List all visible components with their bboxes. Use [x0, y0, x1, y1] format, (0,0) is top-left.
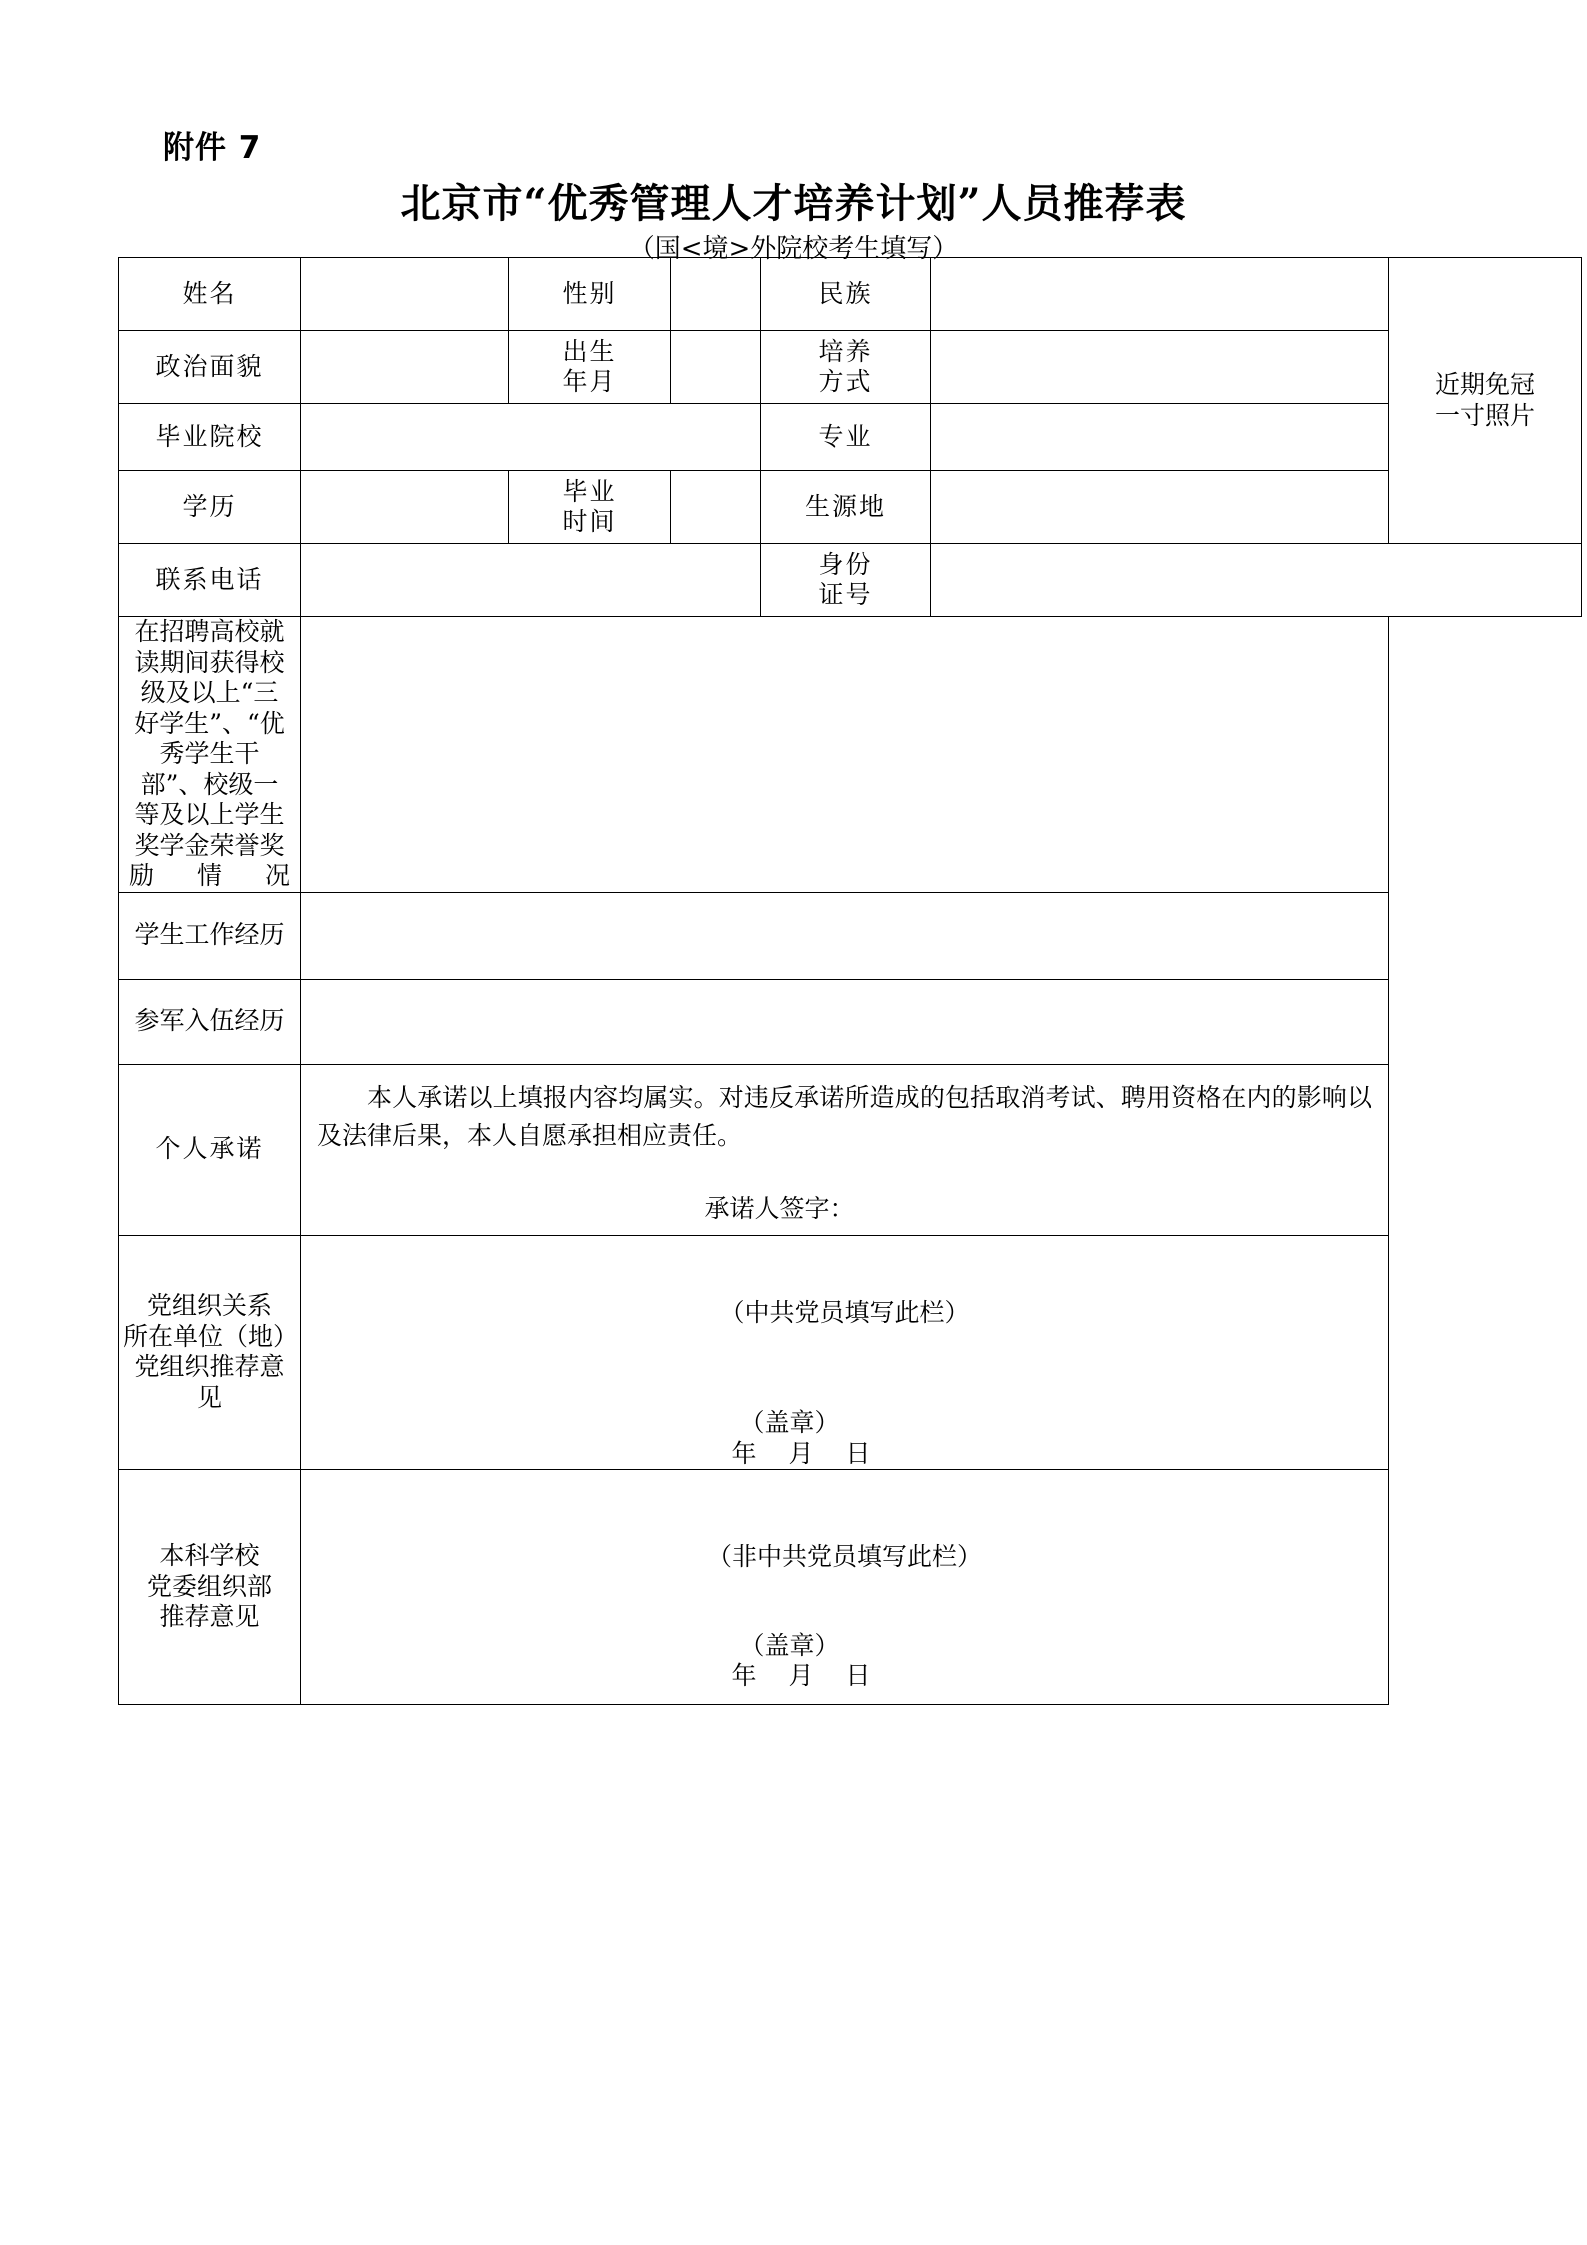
major-label: 专业 [761, 404, 931, 471]
university-org-seal-label: （盖章） [739, 1630, 840, 1660]
origin-place-input[interactable] [931, 471, 1389, 544]
ethnicity-label: 民族 [761, 258, 931, 331]
name-label: 姓名 [119, 258, 301, 331]
gender-input[interactable] [671, 258, 761, 331]
page-title: 北京市“优秀管理人才培养计划”人员推荐表 [400, 180, 1187, 227]
party-org-label-line1: 党组织关系 [146, 1291, 272, 1321]
graduation-time-label-line2: 时间 [562, 507, 617, 536]
table-row [119, 892, 1582, 979]
party-org-note: （中共党员填写此栏） [719, 1297, 970, 1327]
major-input[interactable] [931, 404, 1389, 471]
party-org-label-line2: 所在单位（地） [123, 1321, 299, 1351]
training-method-label-line1: 培养 [818, 336, 873, 366]
photo-label-line2: 一寸照片 [1434, 400, 1535, 430]
student-work-label: 学生工作经历 [119, 892, 301, 979]
commitment-signature-line[interactable]: 承诺人签字： [704, 1194, 855, 1223]
party-org-label [119, 1235, 301, 1470]
party-org-label-line3: 党组织推荐意见 [134, 1352, 285, 1412]
id-number-label-line1: 身份 [818, 549, 873, 579]
party-org-opinion-cell[interactable] [301, 1235, 1389, 1470]
commitment-cell [301, 1064, 1389, 1235]
university-org-note: （非中共党员填写此栏） [706, 1542, 982, 1571]
gender-label: 性别 [509, 258, 671, 331]
commitment-label: 个人承诺 [119, 1064, 301, 1235]
id-number-label [761, 544, 931, 617]
graduation-time-label-line1: 毕业 [562, 476, 617, 506]
graduate-school-label: 毕业院校 [119, 404, 301, 471]
university-org-label-line1: 本科学校 [159, 1541, 260, 1571]
graduate-school-input[interactable] [301, 404, 761, 471]
photo-placeholder-cell[interactable] [1389, 258, 1582, 544]
table-row [119, 1064, 1582, 1235]
table-row [119, 331, 1582, 404]
recommendation-form-table [118, 257, 1582, 1705]
military-service-input[interactable] [301, 979, 1389, 1064]
table-row [119, 1470, 1582, 1705]
name-input[interactable] [301, 258, 509, 331]
table-row [119, 544, 1582, 617]
origin-place-label: 生源地 [761, 471, 931, 544]
id-number-label-line2: 证号 [818, 580, 873, 609]
table-row [119, 1235, 1582, 1470]
political-status-input[interactable] [301, 331, 509, 404]
ethnicity-input[interactable] [931, 258, 1389, 331]
birth-date-input[interactable] [671, 331, 761, 404]
party-org-seal-label: （盖章） [739, 1408, 840, 1437]
table-row [119, 258, 1582, 331]
photo-label-line1: 近期免冠 [1434, 370, 1535, 399]
student-work-input[interactable] [301, 892, 1389, 979]
university-org-date-line[interactable]: 年 月 日 [731, 1661, 883, 1690]
table-row [119, 404, 1582, 471]
birth-date-label-line2: 年月 [562, 367, 617, 396]
table-row [119, 471, 1582, 544]
university-org-label-line3: 推荐意见 [159, 1602, 260, 1632]
training-method-label-line2: 方式 [818, 367, 873, 396]
table-row [119, 617, 1582, 893]
political-status-label: 政治面貌 [119, 331, 301, 404]
attachment-label: 附件 7 [163, 130, 262, 166]
commitment-text: 本人承诺以上填报内容均属实。对违反承诺所造成的包括取消考试、聘用资格在内的影响以及法律后果，本人自愿承担相应责任。 [317, 1082, 1372, 1151]
birth-date-label [509, 331, 671, 404]
spacer [301, 1328, 1388, 1366]
university-org-opinion-cell[interactable] [301, 1470, 1389, 1705]
id-number-input[interactable] [931, 544, 1582, 617]
phone-input[interactable] [301, 544, 761, 617]
education-level-label: 学历 [119, 471, 301, 544]
awards-label: 在招聘高校就读期间获得校级及以上“三好学生”、“优秀学生干部”、校级一等及以上学生奖学金荣誉奖励情况 [119, 617, 301, 893]
page-subtitle: （国<境>外院校考生填写） [628, 234, 959, 264]
education-level-input[interactable] [301, 471, 509, 544]
university-org-label [119, 1470, 301, 1705]
awards-input[interactable] [301, 617, 1389, 893]
training-method-label [761, 331, 931, 404]
phone-label: 联系电话 [119, 544, 301, 617]
graduation-time-input[interactable] [671, 471, 761, 544]
university-org-label-line2: 党委组织部 [146, 1571, 272, 1601]
party-org-date-line[interactable]: 年 月 日 [731, 1438, 883, 1468]
training-method-input[interactable] [931, 331, 1389, 404]
graduation-time-label [509, 471, 671, 544]
table-row [119, 979, 1582, 1064]
military-service-label: 参军入伍经历 [119, 979, 301, 1064]
birth-date-label-line1: 出生 [562, 336, 617, 366]
